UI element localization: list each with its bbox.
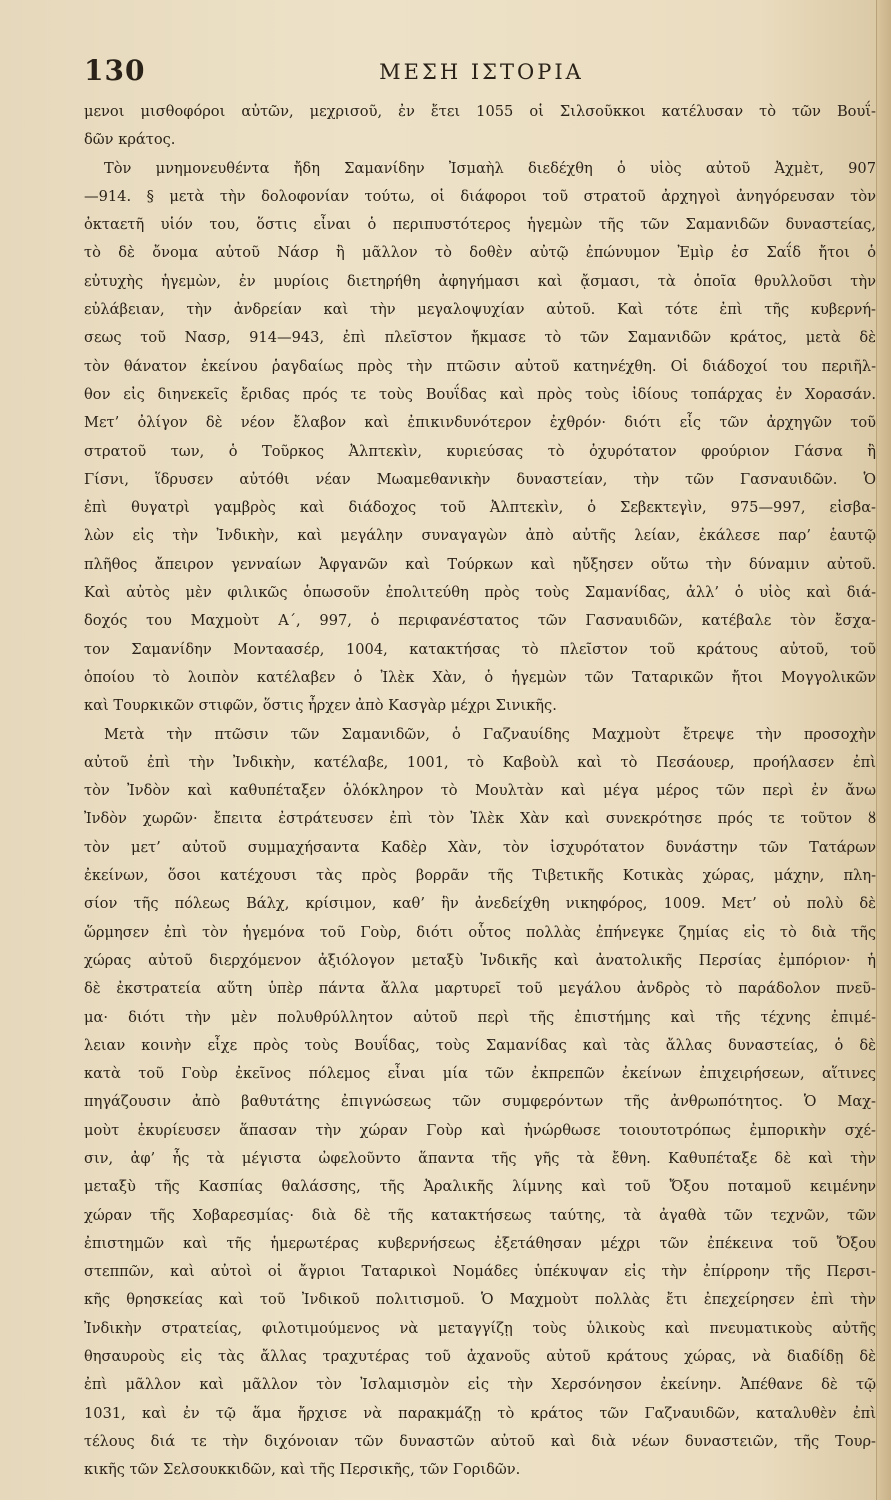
text-line: μα· διότι τὴν μὲν πολυθρύλλητον αὐτοῦ περὶ τῆς ἐπιστήμης καὶ τῆς τέχνης ἐπιμέ- — [84, 1008, 876, 1026]
text-line: 1031, καὶ ἐν τῷ ἅμα ἤρχισε νὰ παρακμάζῃ τὸ κράτος τῶν Γαζναυιδῶν, καταλυθὲν ἐπὶ — [84, 1404, 876, 1422]
text-line: ἐπὶ μᾶλλον καὶ μᾶλλον τὸν Ἰσλαμισμὸν εἰς τὴν Χερσόνησον ἐκείνην. Ἀπέθανε δὲ τῷ — [84, 1376, 876, 1394]
text-line: σεως τοῦ Νασρ, 914—943, ἐπὶ πλεῖστον ἤκμασε τὸ τῶν Σαμανιδῶν κράτος, μετὰ δὲ — [84, 329, 876, 347]
text-line: εὐλάβειαν, τὴν ἀνδρείαν καὶ τὴν μεγαλοψυχίαν αὐτοῦ. Καὶ τότε ἐπὶ τῆς κυβερνή- — [84, 301, 876, 319]
text-line: μοὺτ ἐκυρίευσεν ἅπασαν τὴν χώραν Γοὺρ καὶ ἠνώρθωσε τοιουτοτρόπως ἐμπορικὴν σχέ- — [84, 1121, 876, 1139]
text-line: τὸν μετ’ αὐτοῦ συμμαχήσαντα Καδὲρ Χὰν, τὸν ἰσχυρότατον δυνάστην τῶν Τατάρων — [84, 838, 876, 856]
text-line: σίον τῆς πόλεως Βάλχ, κρίσιμον, καθ’ ἣν ἀνεδείχθη νικηφόρος, 1009. Μετ’ οὐ πολὺ δὲ — [84, 895, 876, 913]
text-line: Ἰνδὸν χωρῶν· ἔπειτα ἐστράτευσεν ἐπὶ τὸν Ἰλὲκ Χὰν καὶ συνεκρότησε πρός τε τοῦτον ȣ — [84, 810, 876, 828]
text-line: ὁποίου τὸ λοιπὸν κατέλαβεν ὁ Ἰλὲκ Χὰν, ὁ ἡγεμὼν τῶν Ταταρικῶν ἤτοι Μογγολικῶν — [84, 668, 876, 686]
body-text — [84, 98, 876, 1485]
text-line: χώραν τῆς Χοβαρεσμίας· διὰ δὲ τῆς κατακτήσεως ταύτης, τὰ ἀγαθὰ τῶν τεχνῶν, τῶν — [84, 1206, 876, 1224]
text-line: Μετὰ τὴν πτῶσιν τῶν Σαμανιδῶν, ὁ Γαζναυίδης Μαχμοὺτ ἔτρεψε τὴν προσοχὴν — [104, 725, 876, 743]
text-line: μεταξὺ τῆς Κασπίας θαλάσσης, τῆς Ἀραλικῆς λίμνης καὶ τοῦ Ὄξου ποταμοῦ κειμένην — [84, 1178, 876, 1196]
text-line: τὸν Ἰνδὸν καὶ καθυπέταξεν ὁλόκληρον τὸ Μουλτὰν καὶ μέγα μέρος τῶν περὶ ἐν ἄνω — [84, 782, 876, 800]
text-line: θον εἰς διηνεκεῖς ἔριδας πρός τε τοὺς Βουΐδας καὶ πρὸς τοὺς ἰδίους τοπάρχας ἐν Χορασάν. — [84, 385, 876, 403]
text-line: σιν, ἀφ’ ἧς τὰ μέγιστα ὠφελοῦντο ἅπαντα τῆς γῆς τὰ ἔθνη. Καθυπέταξε δὲ καὶ τὴν — [84, 1149, 876, 1167]
text-line: λὼν εἰς τὴν Ἰνδικὴν, καὶ μεγάλην συναγαγὼν ἀπὸ αὐτῆς λείαν, ἐκάλεσε παρ’ ἑαυτῷ — [84, 527, 876, 545]
text-line: τέλους διά τε τὴν διχόνοιαν τῶν δυναστῶν αὐτοῦ καὶ διὰ νέων δυναστειῶν, τῆς Τουρ- — [84, 1432, 876, 1450]
text-line: χώρας αὐτοῦ διερχόμενον ἀξιόλογον μεταξὺ Ἰνδικῆς καὶ ἀνατολικῆς Περσίας ἐμπόριον· ἡ — [84, 951, 876, 969]
running-head: ΜΕΣΗ ΙΣΤΟΡΙΑ — [379, 60, 584, 84]
text-line: τον Σαμανίδην Μονταασέρ, 1004, κατακτήσας τὸ πλεῖστον τοῦ κράτους αὐτοῦ, τοῦ — [84, 640, 876, 658]
text-line: ὀκταετῆ υἱόν του, ὅστις εἶναι ὁ περιπυστότερος ἡγεμὼν τῆς τῶν Σαμανιδῶν δυναστείας, — [84, 216, 876, 234]
text-line: ἐκείνων, ὅσοι κατέχουσι τὰς πρὸς βορρᾶν τῆς Τιβετικῆς Κοτικὰς χώρας, μάχην, πλη- — [84, 867, 876, 885]
text-line: ἐπιστημῶν καὶ τῆς ἡμερωτέρας κυβερνήσεως ἐξετάθησαν μέχρι τῶν ἐπέκεινα τοῦ Ὄξου — [84, 1234, 876, 1252]
page-number: 130 — [84, 54, 146, 87]
page-header — [84, 54, 879, 94]
text-line: Μετ’ ὀλίγον δὲ νέον ἔλαβον καὶ ἐπικινδυνότερον ἐχθρόν· διότι εἷς τῶν ἀρχηγῶν τοῦ — [84, 414, 876, 432]
text-line: τὸ δὲ ὄνομα αὐτοῦ Νάσρ ἢ μᾶλλον τὸ δοθὲν αὐτῷ ἐπώνυμον Ἐμὶρ ἐσ Σαΐδ ἤτοι ὁ — [84, 244, 876, 262]
text-line: Καὶ αὐτὸς μὲν φιλικῶς ὁπωσοῦν ἐπολιτεύθη πρὸς τοὺς Σαμανίδας, ἀλλ’ ὁ υἱὸς καὶ διά- — [84, 584, 876, 602]
text-line: Γίσνι, ἵδρυσεν αὐτόθι νέαν Μωαμεθανικὴν δυναστείαν, τὴν τῶν Γασναυιδῶν. Ὁ — [84, 470, 876, 488]
text-line: Τὸν μνημονευθέντα ἤδη Σαμανίδην Ἰσμαὴλ διεδέχθη ὁ υἱὸς αὐτοῦ Ἀχμὲτ, 907 — [104, 159, 876, 177]
text-line: κικῆς τῶν Σελσουκκιδῶν, καὶ τῆς Περσικῆς, τῶν Γοριδῶν. — [84, 1461, 521, 1479]
text-line: πηγάζουσιν ἀπὸ βαθυτάτης ἐπιγνώσεως τῶν συμφερόντων τῆς ἀνθρωπότητος. Ὁ Μαχ- — [84, 1093, 876, 1111]
text-line: στεππῶν, καὶ αὐτοὶ οἱ ἄγριοι Ταταρικοὶ Νομάδες ὑπέκυψαν εἰς τὴν ἐπίρροην τῆς Περσι- — [84, 1263, 876, 1281]
text-line: εὐτυχὴς ἡγεμὼν, ἐν μυρίοις διετηρήθη ἀφηγήμασι καὶ ᾄσμασι, τὰ ὁποῖα θρυλλοῦσι τὴν — [84, 272, 876, 290]
text-line: δὲ ἐκστρατεία αὕτη ὑπὲρ πάντα ἄλλα μαρτυρεῖ τοῦ μεγάλου ἀνδρὸς τὸ παράδολον πνεῦ- — [84, 980, 876, 998]
text-line: ὥρμησεν ἐπὶ τὸν ἡγεμόνα τοῦ Γοὺρ, διότι οὗτος πολλὰς ἐπήνεγκε ζημίας εἰς τὸ διὰ τῆς — [84, 923, 876, 941]
text-line: —914. § μετὰ τὴν δολοφονίαν τούτω, οἱ διάφοροι τοῦ στρατοῦ ἀρχηγοὶ ἀνηγόρευσαν τὸν — [84, 187, 876, 205]
text-line: κατὰ τοῦ Γοὺρ ἐκεῖνος πόλεμος εἶναι μία τῶν ἐκπρεπῶν ἐκείνων ἐπιχειρήσεων, αἵτινες — [84, 1065, 876, 1083]
text-line: καὶ Τουρκικῶν στιφῶν, ὅστις ἦρχεν ἀπὸ Κασγὰρ μέχρι Σινικῆς. — [84, 697, 557, 715]
text-line: πλῆθος ἄπειρον γενναίων Ἀφγανῶν καὶ Τούρκων καὶ ηὔξησεν οὕτω τὴν δύναμιν αὐτοῦ. — [84, 555, 876, 573]
page-edge — [876, 0, 891, 1500]
text-line: μενοι μισθοφόροι αὐτῶν, μεχρισοῦ, ἐν ἔτει 1055 οἱ Σιλσοῦκκοι κατέλυσαν τὸ τῶν Βουΐ- — [84, 103, 876, 120]
text-line: ἐπὶ θυγατρὶ γαμβρὸς καὶ διάδοχος τοῦ Ἀλπτεκὶν, ὁ Σεβεκτεγὶν, 975—997, εἰσβα- — [84, 499, 876, 517]
text-line: στρατοῦ των, ὁ Τοῦρκος Ἀλπτεκὶν, κυριεύσας τὸ ὀχυρότατον φρούριον Γάσνα ἢ — [84, 442, 876, 460]
text-line: αὐτοῦ ἐπὶ τὴν Ἰνδικὴν, κατέλαβε, 1001, τὸ Καβοὺλ καὶ τὸ Πεσάουερ, προήλασεν ἐπὶ — [84, 753, 876, 771]
text-line: λειαν κοινὴν εἶχε πρὸς τοὺς Βουΐδας, τοὺς Σαμανίδας καὶ τὰς ἄλλας δυναστείας, ὁ δὲ — [84, 1036, 876, 1054]
text-line: θησαυροὺς εἰς τὰς ἄλλας τραχυτέρας τοῦ ἀχανοῦς αὐτοῦ κράτους χώρας, νὰ διαδίδῃ δὲ — [84, 1348, 876, 1366]
text-line: δοχός του Μαχμοὺτ Α΄, 997, ὁ περιφανέστατος τῶν Γασναυιδῶν, κατέβαλε τὸν ἔσχα- — [84, 612, 876, 630]
text-line: δῶν κράτος. — [84, 131, 176, 149]
text-line: κῆς θρησκείας καὶ τοῦ Ἰνδικοῦ πολιτισμοῦ. Ὁ Μαχμοὺτ πολλὰς ἔτι ἐπεχείρησεν ἐπὶ τὴν — [84, 1291, 876, 1309]
text-line: τὸν θάνατον ἐκείνου ῥαγδαίως πρὸς τὴν πτῶσιν αὐτοῦ κατηνέχθη. Οἱ διάδοχοί του περιῆλ- — [84, 357, 876, 375]
text-line: Ἰνδικὴν στρατείας, φιλοτιμούμενος νὰ μεταγγίζῃ τοὺς ὑλικοὺς καὶ πνευματικοὺς αὐτῆς — [84, 1319, 876, 1337]
